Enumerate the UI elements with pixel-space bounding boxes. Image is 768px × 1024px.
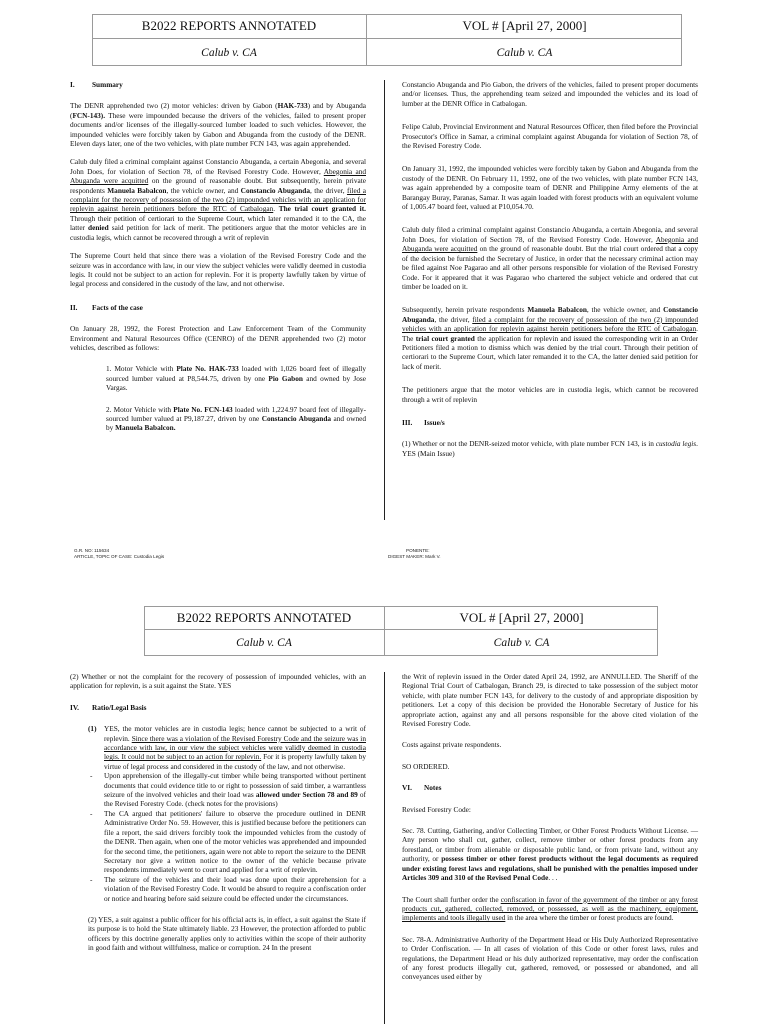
page-break bbox=[0, 580, 768, 592]
facts-paragraph-4: On January 31, 1992, the impounded vehicles were forcibly taken by Gabon and Abuganda from the custody of the DENR. On February 11, 1992, one of the two vehicles, with plate number FCN 143, was again apprehended by a composite team of DENR and Philippine Army elements of the at Barangay Buray, Paranas, Samar. It was again loaded with forest products with an equivalent volume of 1,005.47 board feet, valued at P10,054.70. bbox=[402, 164, 698, 212]
document-page-2 bbox=[0, 592, 768, 1024]
notes-section-78: Sec. 78. Cutting, Gathering, and/or Collecting Timber, or Other Forest Products Without License. — Any person who shall cut, gather, collect, remove timber or other forest products from any forestland, or timber from alienable or disposable public land, or from private land, without any authority, or possess timber or other forest products without the legal documents as required under existing forest laws and regulations, shall be punished with the penalties imposed under Articles 309 and 310 of the Revised Penal Code. . . bbox=[402, 826, 699, 883]
header-case-name-right: Calub v. CA bbox=[496, 46, 553, 59]
ratio-list bbox=[70, 724, 366, 771]
section-heading-facts: II. Facts of the case bbox=[70, 302, 143, 312]
header-volume-2: VOL # [April 27, 2000] bbox=[459, 609, 584, 625]
section-heading-ratio: IV. Ratio/Legal Basis bbox=[70, 702, 147, 712]
section-heading-issues: III. Issue/s bbox=[402, 417, 445, 427]
ratio-point-1: - Upon apprehension of the illegally-cut timber while being transported without pertinent documents that could evidence title to or right to possession of said timber, a warrantless seizure of the involved vehicles and their load was allowed under Section 78 and 89 of the Revised Forestry Code. (check notes for the provisions) bbox=[70, 771, 366, 809]
section-heading-summary: I. Summary bbox=[70, 80, 123, 89]
section-heading-notes: VI. Notes bbox=[402, 783, 442, 793]
header-case-name: Calub v. CA bbox=[201, 46, 257, 59]
page1-right-column bbox=[402, 80, 698, 467]
header-reports-title: B2022 REPORTS ANNOTATED bbox=[141, 18, 317, 33]
header-case-name-2: Calub v. CA bbox=[236, 637, 292, 649]
summary-paragraph-3: The Supreme Court held that since there was a violation of the Revised Forestry Code and the seizure was in accordance with law, in our view the subject vehicles were validly deemed in custodia legis. It could not be subject to an action for replevin. For it is property lawfully taken by virtue of legal process and considered in the custody of the law, and not otherwise. bbox=[70, 251, 366, 289]
footer-ponente: PONENTE: bbox=[406, 548, 430, 553]
page1-column-divider bbox=[384, 80, 385, 520]
issue-2: (2) Whether or not the complaint for the recovery of possession of impounded vehicles, with an application for replevin, is a suit against the State. YES bbox=[70, 672, 366, 691]
summary-paragraph-1: The DENR apprehended two (2) motor vehicles: driven by Gabon (HAK-733) and by Abuganda (FCN-143). These were impounded because the drivers of the vehicles, failed to present proper documents and/or licenses of the illegally-sourced lumber loaded to such vehicles. However, the impounded vehicles were forcibly taken by Gabon and Abuganda from the custody of the DENR. Eleven days later, one of the two vehicles, with plate number FCN 143, was again apprehended. bbox=[70, 101, 366, 149]
footer-right bbox=[388, 548, 648, 560]
so-ordered-line: SO ORDERED. bbox=[402, 761, 450, 771]
page2-left-column bbox=[70, 672, 366, 962]
facts-paragraph-7: The petitioners argue that the motor vehicles are in custodia legis, which cannot be recovered through a writ of replevin bbox=[402, 385, 698, 404]
facts-paragraph-5: Calub duly filed a criminal complaint against Constancio Abuganda, a certain Abegonia, and several John Does, for violation of Section 78, of the Revised Forestry Code. However, Abegonia and Abuganda were acquitted on the ground of reasonable doubt. But the trial court ordered that a copy of the decision be furnished the Secretary of Justice, in order that the necessary criminal action may be filed against Noe Pagarao and all other persons responsible for violation of the Revised Forestry Code. For it appeared that it was Pagarao who chartered the subject vehicle and ordered that cut timber be loaded on it. bbox=[402, 225, 698, 291]
facts-paragraph-6: Subsequently, herein private respondents Manuela Babalcon, the vehicle owner, and Constancio Abuganda, the driver, filed a complaint for the recovery of possession of the two (2) impounded vehicles with an application for replevin against herein petitioners before the RTC of Catbalogan. The trial court granted the application for replevin and issued the corresponding writ in an Order Petitioners filed a motion to dismiss which was denied by the trial court. Through their petition of certiorari to the Supreme Court, which later remanded it to the CA, the latter denied said petition for lack of merit. bbox=[402, 305, 699, 371]
facts-paragraph-2: Constancio Abuganda and Pio Gabon, the drivers of the vehicles, failed to present proper documents and/or licenses. Thus, the apprehending team seized and impounded the vehicles and its load of lumber at the DENR Office in Catbalogan. bbox=[402, 80, 698, 108]
footer-gr-number: G.R. NO: 115634 bbox=[74, 548, 110, 553]
vehicle-item-2: 2. Motor Vehicle with Plate No. FCN-143 loaded with 1,224.97 board feet of illegally-sourced lumber valued at P9,187.27, driven by one Constancio Abuganda and owned by Manuela Babalcon. bbox=[106, 404, 367, 433]
ratio-item-1: (1) YES, the motor vehicles are in custodia legis; hence cannot be subjected to a writ of replevin. Since there was a violation of the Revised Forestry Code and the seizure was in accordance with law, in our view the subject vehicles were validly deemed in custodia legis. It could not be subject to an action for replevin. For it is property lawfully taken by virtue of legal process and considered in the custody of the law, and not otherwise. bbox=[88, 724, 367, 771]
dispositive-paragraph: the Writ of replevin issued in the Order dated April 24, 1992, are ANNULLED. The Sheriff of the Regional Trial Court of Catbalogan, Branch 29, is directed to take possession of the subject motor vehicle, with plate number FCN 143, for delivery to the custody of and appropriate disposition by petitioners. Let a copy of this decision be provided the Honorable Secretary of Justice for his appropriate action, against any and all persons responsible for the above cited violation of the Revised Forestry Code. bbox=[402, 672, 698, 729]
page1-left-column bbox=[70, 80, 366, 442]
notes-intro: Revised Forestry Code: bbox=[402, 804, 471, 814]
header-reports-title-2: B2022 REPORTS ANNOTATED bbox=[176, 609, 352, 625]
vehicle-item-1: 1. Motor Vehicle with Plate No. HAK-733 loaded with 1,026 board feet of illegally sourced lumber valued at P8,544.75, driven by one Pio Gabon and owned by Jose Vargas. bbox=[106, 364, 367, 393]
facts-paragraph-3: Felipe Calub, Provincial Environment and Natural Resources Officer, then filed before the Provincial Prosecutor's Office in Samar, a criminal complaint against Abuganda for violation of Section 78, of the Revised Forestry Code. bbox=[402, 122, 698, 151]
page2-column-divider bbox=[384, 672, 385, 1024]
footer-article-topic: ARTICLE, TOPIC OF CASE: Custodia Legis bbox=[74, 554, 165, 559]
ratio-item-2: (2) YES, a suit against a public officer for his official acts is, in effect, a suit against the State if its purpose is to hold the State ultimately liable. 23 However, the protection afforded to public officers by this doctrine generally applies only to activities within the scope of their authority in good faith and without willfulness, malice or corruption. 24 In the present bbox=[88, 914, 366, 953]
footer-left bbox=[74, 548, 334, 560]
header-case-name-right-2: Calub v. CA bbox=[493, 637, 550, 649]
page2-right-column bbox=[402, 672, 698, 991]
notes-section-78a: Sec. 78-A. Administrative Authority of the Department Head or His Duly Authorized Representative to Order Confiscation. — In all cases of violation of this Code or other forest laws, rules and regulations, the Department Head or his duly authorized representative, may order the confiscation of any forest products illegally cut, gathered, removed, or possessed or abandoned, and all conveyances used either by bbox=[402, 934, 698, 982]
summary-paragraph-2: Calub duly filed a criminal complaint against Constancio Abuganda, a certain Abegonia, and several John Does, for violation of Section 78, of the Revised Forestry Code. However, Abegonia and Abuganda were acquitted on the ground of reasonable doubt. But subsequently, herein private respondents Manuela Babalcon, the vehicle owner, and Constancio Abuganda, the driver, filed a complaint for the recovery of possession of the two (2) impounded vehicles with an application for replevin against herein petitioners before the RTC of Catbalogan. The trial court granted it. Through their petition of certiorari to the Supreme Court, which later remanded it to the CA, the latter denied said petition for lack of merit. The petitioners argue that the motor vehicles are in custodia legis, which cannot be recovered through a writ of replevin bbox=[70, 157, 366, 242]
ratio-point-2: - The CA argued that petitioners' failure to observe the procedure outlined in DENR Administrative Order No. 59. However, this is justified because before the petitioners can file a report, the said drivers forcibly took the impounded vehicles from the custody of the DENR. Then again, when one of the motor vehicles was apprehended and impounded for the second time, the petitioners, again were not able to report the seizure to the DENR Secretary nor give a written notice to the owner of the vehicle because private respondents immediately went to court and applied for a writ of replevin. bbox=[70, 809, 366, 875]
footer-digest-maker: DIGEST MAKER: Mark V. bbox=[388, 554, 441, 559]
header-volume: VOL # [April 27, 2000] bbox=[462, 18, 587, 33]
ratio-point-3: - The seizure of the vehicles and their load was done upon their apprehension for a violation of the Revised Forestry Code. It would be absurd to require a confiscation order or notice and hearing before said seizure could be effected under the circumstances. bbox=[70, 875, 366, 903]
costs-line: Costs against private respondents. bbox=[402, 740, 502, 750]
issue-1: (1) Whether or not the DENR-seized motor vehicle, with plate number FCN 143, is in custodia legis. YES (Main Issue) bbox=[402, 439, 698, 458]
notes-confiscation: The Court shall further order the confiscation in favor of the government of the timber or any forest products cut, gathered, collected, removed, or possessed, as well as the machinery, equipment, implements and tools illegally used in the area where the timber or forest products are found. bbox=[402, 894, 698, 923]
ratio-sub-points bbox=[70, 771, 366, 903]
facts-paragraph-1: On January 28, 1992, the Forest Protection and Law Enforcement Team of the Community Environment and Natural Resources Office (CENRO) of the DENR apprehended two (2) motor vehicles, described as follows: bbox=[70, 324, 366, 352]
